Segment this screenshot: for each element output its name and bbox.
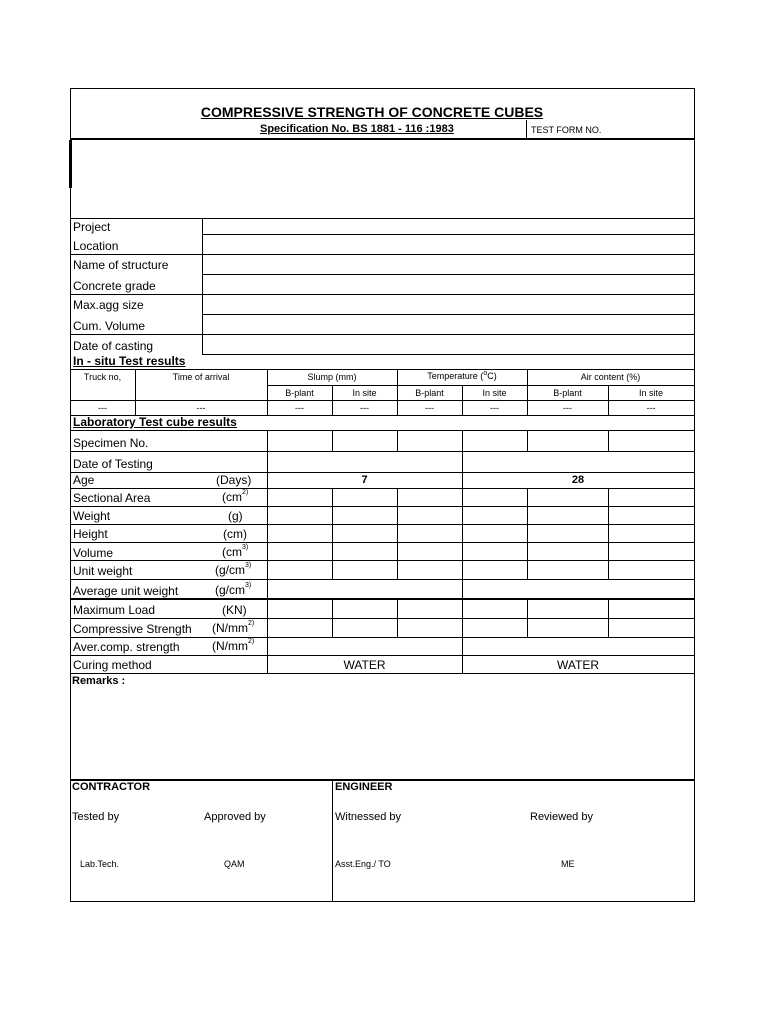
sectional-area-label: Sectional Area xyxy=(73,491,151,505)
divider xyxy=(608,488,609,579)
age-7-days: 7 xyxy=(361,474,368,486)
unit-weight-label: Unit weight xyxy=(73,564,133,578)
divider xyxy=(70,579,694,580)
divider xyxy=(70,218,694,219)
divider xyxy=(70,673,694,674)
divider xyxy=(527,430,528,451)
air-insite-header: In site xyxy=(638,388,663,398)
divider xyxy=(70,598,694,600)
divider xyxy=(70,506,694,507)
avg-unit-weight-label: Average unit weight xyxy=(73,584,179,598)
divider xyxy=(70,334,694,335)
divider xyxy=(332,488,333,579)
sectional-area-unit: ($cm^{2)}$ xyxy=(222,489,249,504)
specimen-no-label: Specimen No. xyxy=(73,436,149,450)
height-label: Height xyxy=(73,527,108,541)
remarks-area[interactable] xyxy=(72,690,692,778)
temp-bplant-value[interactable]: --- xyxy=(425,403,434,413)
divider xyxy=(70,542,694,543)
temp-bplant-header: B-plant xyxy=(415,388,444,398)
divider xyxy=(462,488,463,579)
divider xyxy=(332,779,333,901)
date-of-casting-label: Date of casting xyxy=(73,339,154,353)
age-unit: (Days) xyxy=(216,473,252,487)
slump-insite-header: In site xyxy=(352,388,377,398)
remarks-label: Remarks : xyxy=(72,675,126,687)
witnessed-by-label: Witnessed by xyxy=(335,811,402,823)
curing-method-label: Curing method xyxy=(73,658,152,672)
project-field[interactable] xyxy=(204,220,692,233)
divider xyxy=(526,120,527,138)
temp-insite-header: In site xyxy=(482,388,507,398)
time-of-arrival-header: Time of arrival xyxy=(172,372,230,382)
height-unit: (cm) xyxy=(223,527,247,541)
location-field[interactable] xyxy=(204,236,692,253)
blank-info-area[interactable] xyxy=(72,141,692,218)
divider xyxy=(70,451,694,452)
unit-weight-unit: ($g/cm^{3)}$ xyxy=(215,562,252,577)
divider xyxy=(70,400,694,401)
truck-no-header: Truck no, xyxy=(83,372,122,382)
engineer-label: ENGINEER xyxy=(335,781,393,793)
divider xyxy=(202,314,694,315)
weight-label: Weight xyxy=(73,509,111,523)
date-of-casting-field[interactable] xyxy=(204,336,692,353)
divider xyxy=(70,524,694,525)
me-label: ME xyxy=(561,859,575,869)
divider xyxy=(70,294,694,295)
structure-field[interactable] xyxy=(204,256,692,273)
slump-insite-value[interactable]: --- xyxy=(360,403,369,413)
divider xyxy=(397,598,398,637)
age-28-days: 28 xyxy=(571,474,585,486)
divider xyxy=(70,369,694,370)
curing-method-7-days: WATER xyxy=(343,658,386,672)
age-label: Age xyxy=(73,473,95,487)
date-of-testing-label: Date of Testing xyxy=(73,457,153,471)
divider xyxy=(608,598,609,637)
slump-bplant-value[interactable]: --- xyxy=(295,403,304,413)
reviewed-by-label: Reviewed by xyxy=(530,811,593,823)
project-label: Project xyxy=(73,220,111,234)
divider xyxy=(202,218,203,354)
comp-strength-unit: ($N/mm^{2)}$ xyxy=(212,620,255,635)
volume-label: Volume xyxy=(73,546,114,560)
air-bplant-header: B-plant xyxy=(553,388,582,398)
contractor-label: CONTRACTOR xyxy=(72,781,151,793)
approved-by-label: Approved by xyxy=(204,811,266,823)
aver-comp-strength-unit: ($N/mm^{2)}$ xyxy=(212,638,255,653)
divider xyxy=(70,430,694,431)
divider xyxy=(332,598,333,637)
divider xyxy=(397,430,398,451)
divider xyxy=(527,598,528,637)
location-label: Location xyxy=(73,239,119,253)
truck-no-value[interactable]: --- xyxy=(98,403,107,413)
slump-header: Slump (mm) xyxy=(307,372,357,382)
time-of-arrival-value[interactable]: --- xyxy=(196,403,206,413)
slump-bplant-header: B-plant xyxy=(285,388,314,398)
concrete-grade-label: Concrete grade xyxy=(73,279,156,293)
comp-strength-label: Compressive Strength xyxy=(73,622,192,636)
divider xyxy=(527,488,528,579)
divider xyxy=(70,618,694,619)
divider xyxy=(267,430,268,673)
divider xyxy=(332,430,333,451)
volume-unit: ($cm^{3)}$ xyxy=(222,544,249,559)
divider xyxy=(202,274,694,275)
tested-by-label: Tested by xyxy=(72,811,120,823)
cum-volume-field[interactable] xyxy=(204,316,692,333)
divider xyxy=(608,430,609,451)
test-form-no-label: TEST FORM NO. xyxy=(531,125,602,135)
max-load-label: Maximum Load xyxy=(73,603,156,617)
asst-eng-label: Asst.Eng./ TO xyxy=(335,859,391,869)
divider xyxy=(70,472,694,473)
divider xyxy=(462,598,463,637)
temp-insite-value[interactable]: --- xyxy=(490,403,499,413)
insitu-heading: In - situ Test results xyxy=(73,354,186,368)
specification-number: Specification No. BS 1881 - 116 :1983 xyxy=(260,123,454,135)
max-agg-size-label: Max.agg size xyxy=(73,298,144,312)
divider xyxy=(70,488,694,489)
max-load-unit: (KN) xyxy=(222,603,247,617)
qam-label: QAM xyxy=(224,859,245,869)
divider xyxy=(462,430,463,451)
divider xyxy=(462,579,463,598)
cum-volume-label: Cum. Volume xyxy=(73,319,146,333)
divider xyxy=(70,637,694,638)
weight-unit: (g) xyxy=(228,509,243,523)
lab-heading: Laboratory Test cube results xyxy=(73,415,237,429)
concrete-grade-field[interactable] xyxy=(204,276,692,293)
air-content-header: Air content (%) xyxy=(580,372,641,382)
name-of-structure-label: Name of structure xyxy=(73,258,169,272)
divider xyxy=(70,655,694,656)
divider xyxy=(70,138,694,140)
aver-comp-strength-label: Aver.comp. strength xyxy=(73,640,180,654)
divider xyxy=(70,254,694,255)
divider xyxy=(397,488,398,579)
air-insite-value[interactable]: --- xyxy=(646,403,656,413)
air-bplant-value[interactable]: --- xyxy=(563,403,572,413)
divider xyxy=(70,560,694,561)
divider xyxy=(202,354,694,355)
max-agg-size-field[interactable] xyxy=(204,296,692,313)
form-title: COMPRESSIVE STRENGTH OF CONCRETE CUBES xyxy=(200,104,544,120)
lab-tech-label: Lab.Tech. xyxy=(80,859,120,869)
divider xyxy=(202,234,694,235)
curing-method-28-days: WATER xyxy=(557,658,599,672)
avg-unit-weight-unit: ($g/cm^{3)}$ xyxy=(215,582,252,597)
temperature-header: Temperature ($^o$C) xyxy=(427,370,497,381)
